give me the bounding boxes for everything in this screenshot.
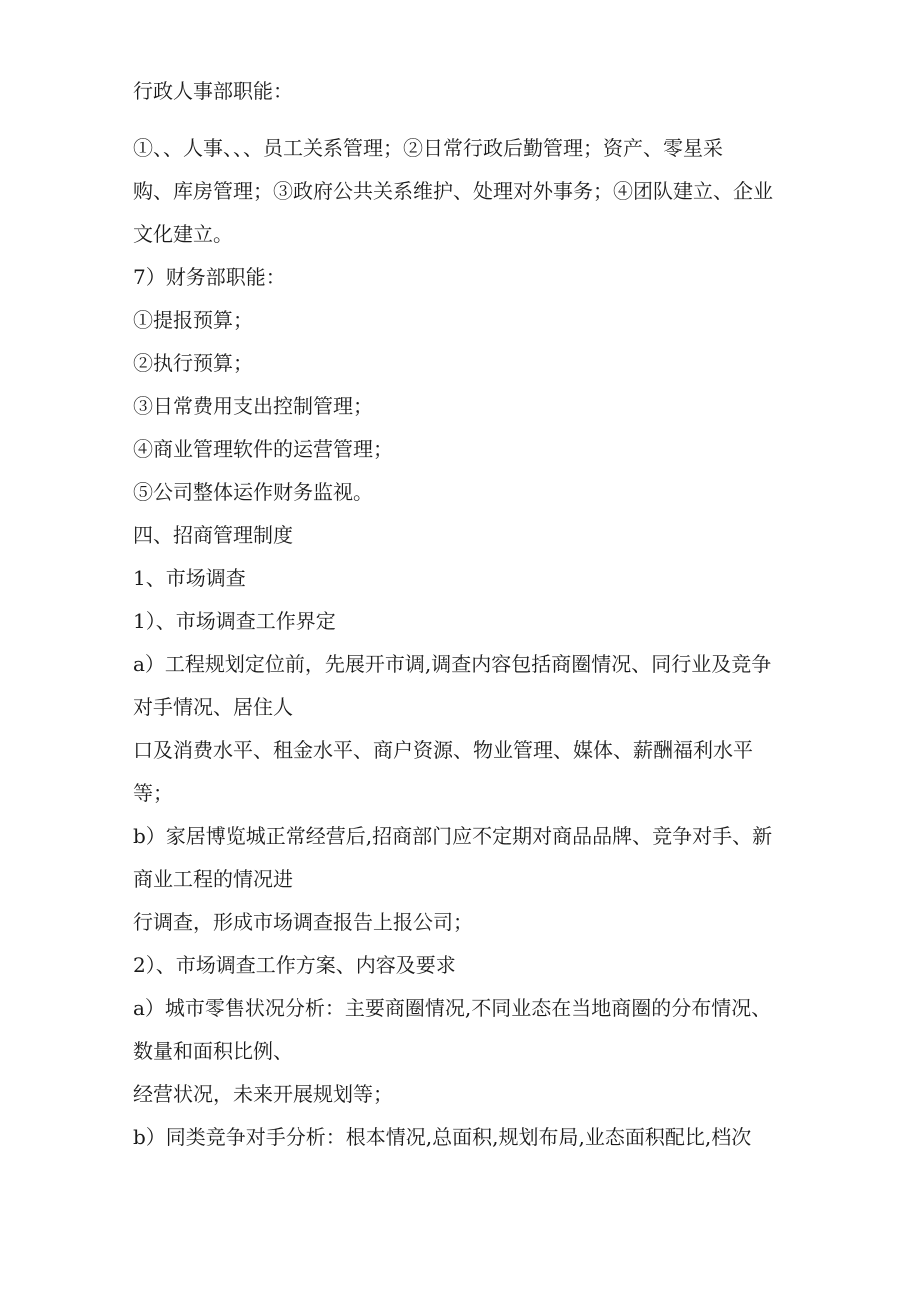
list-item: ②执行预算； — [133, 351, 253, 375]
paragraph-line: a）城市零售状况分析：主要商圈情况,不同业态在当地商圈的分布情况、 — [133, 996, 772, 1020]
paragraph-line: 等； — [133, 781, 173, 805]
subsection-heading: 1）、市场调查工作界定 — [133, 609, 336, 633]
paragraph-line: 文化建立。 — [133, 222, 233, 246]
section-heading: 1、市场调查 — [133, 566, 246, 590]
paragraph-line: 数量和面积比例、 — [133, 1039, 293, 1063]
paragraph-line: 行调查，形成市场调查报告上报公司； — [133, 910, 473, 934]
paragraph-line: 购、库房管理；③政府公共关系维护、处理对外事务；④团队建立、企业 — [133, 179, 773, 203]
list-item: ④商业管理软件的运营管理； — [133, 437, 393, 461]
paragraph-line: 口及消费水平、租金水平、商户资源、物业管理、媒体、薪酬福利水平 — [133, 738, 753, 762]
chapter-heading: 四、招商管理制度 — [133, 523, 293, 547]
list-item: ③日常费用支出控制管理； — [133, 394, 373, 418]
paragraph-gap — [133, 113, 793, 127]
paragraph-line: ①、、人事、、、员工关系管理；②日常行政后勤管理；资产、零星采 — [133, 136, 723, 160]
paragraph-line: a）工程规划定位前，先展开市调,调查内容包括商圈情况、同行业及竞争 — [133, 652, 772, 676]
list-item: ⑤公司整体运作财务监视。 — [133, 480, 373, 504]
paragraph-line: 商业工程的情况进 — [133, 867, 293, 891]
subsection-heading: 2）、市场调查工作方案、内容及要求 — [133, 953, 456, 977]
section-heading-admin-hr: 行政人事部职能： — [133, 79, 293, 103]
paragraph-line: 对手情况、居住人 — [133, 695, 293, 719]
paragraph-line: 经营状况，未来开展规划等； — [133, 1082, 393, 1106]
paragraph-line: b）家居博览城正常经营后,招商部门应不定期对商品品牌、竞争对手、新 — [133, 824, 773, 848]
paragraph-line: b）同类竞争对手分析：根本情况,总面积,规划布局,业态面积配比,档次 — [133, 1125, 752, 1149]
section-heading-finance: 7）财务部职能： — [133, 265, 286, 289]
list-item: ①提报预算； — [133, 308, 253, 332]
document-body — [133, 70, 793, 1159]
